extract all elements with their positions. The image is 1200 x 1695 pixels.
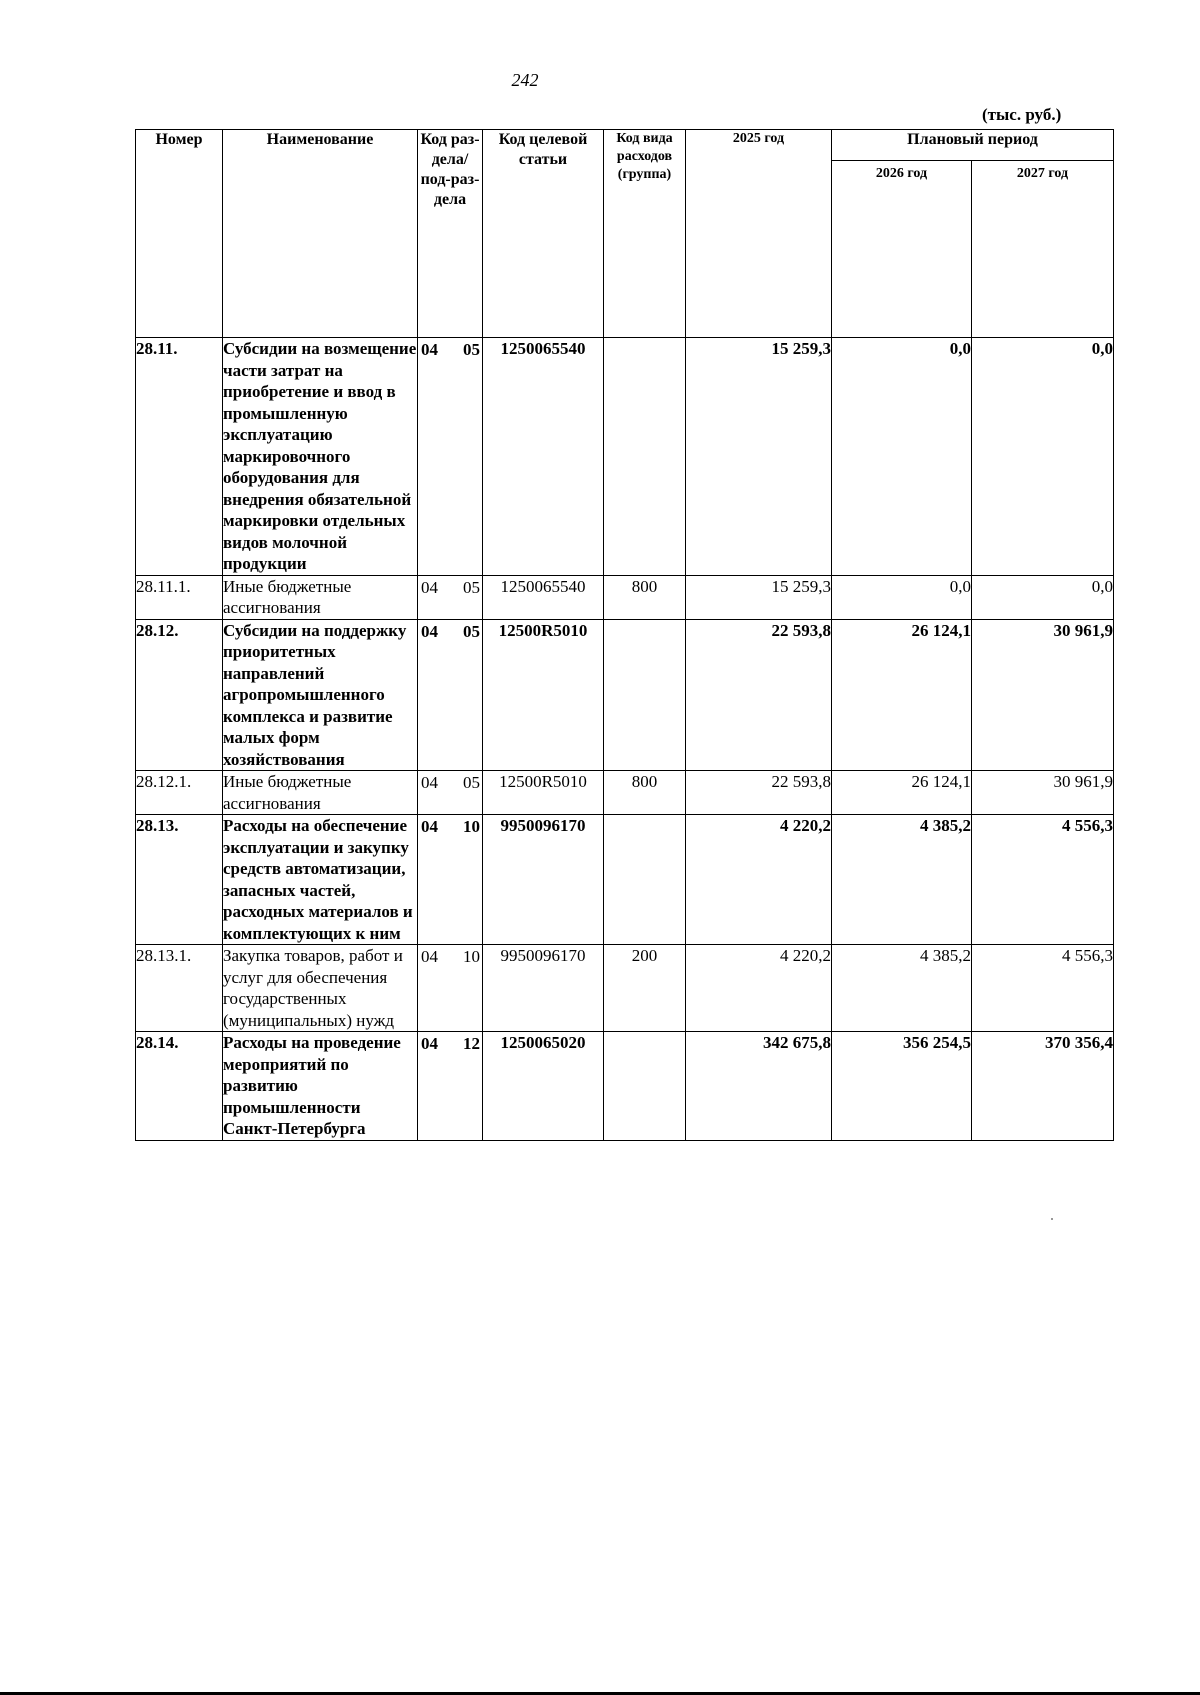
row-2025: 15 259,3 (686, 575, 832, 619)
row-name: Закупка товаров, работ и услуг для обеспечения государственных (муниципальных) нужд (223, 945, 418, 1032)
row-2027: 0,0 (972, 575, 1114, 619)
subsection-code: 10 (463, 817, 480, 836)
row-expense-type (604, 338, 686, 576)
scan-speck (1051, 1218, 1053, 1220)
row-name: Расходы на проведение мероприятий по развитию промышленности Санкт-Петербурга (223, 1032, 418, 1141)
row-2025: 342 675,8 (686, 1032, 832, 1141)
row-section (418, 575, 483, 619)
subsection-code: 05 (463, 577, 480, 597)
row-2026: 356 254,5 (832, 1032, 972, 1141)
section-code: 04 (421, 773, 438, 792)
row-2026: 4 385,2 (832, 945, 972, 1032)
row-section (418, 945, 483, 1032)
row-number: 28.11.1. (136, 575, 223, 619)
row-2025: 4 220,2 (686, 815, 832, 945)
subsection-code: 05 (463, 621, 480, 641)
row-name: Расходы на обеспечение эксплуатации и закупку средств автоматизации, запасных частей, расходных материалов и комплектующих к ним (223, 815, 418, 945)
row-2026: 26 124,1 (832, 771, 972, 815)
row-name: Субсидии на поддержку приоритетных направлений агропромышленного комплекса и развитие малых форм хозяйствования (223, 619, 418, 771)
header-name: Наименование (223, 130, 418, 338)
row-expense-type: 800 (604, 771, 686, 815)
row-2027: 370 356,4 (972, 1032, 1114, 1141)
section-code: 04 (421, 621, 438, 641)
row-number: 28.11. (136, 338, 223, 576)
row-2025: 4 220,2 (686, 945, 832, 1032)
row-expense-type (604, 815, 686, 945)
row-target: 12500R5010 (483, 771, 604, 815)
row-number: 28.13.1. (136, 945, 223, 1032)
row-target: 1250065540 (483, 338, 604, 576)
row-section (418, 1032, 483, 1141)
table-row (136, 575, 1114, 619)
table-row (136, 1032, 1114, 1141)
row-name: Субсидии на возмещение части затрат на приобретение и ввод в промышленную эксплуатацию маркировочного оборудования для внедрения обязательной маркировки отдельных видов молочной продукции (223, 339, 417, 573)
budget-table (135, 129, 1114, 1141)
row-name: Иные бюджетные ассигнования (223, 771, 418, 815)
table-row (136, 619, 1114, 771)
section-code: 04 (421, 947, 438, 966)
header-number: Номер (136, 130, 223, 338)
subsection-code: 05 (463, 773, 480, 792)
row-expense-type (604, 619, 686, 771)
page-number: 242 (511, 70, 539, 90)
header-2025: 2025 год (686, 130, 832, 338)
row-2027: 0,0 (972, 338, 1114, 576)
header-target: Код целевой статьи (483, 130, 604, 338)
subsection-code: 12 (463, 1034, 480, 1053)
table-row (136, 945, 1114, 1032)
row-2027: 30 961,9 (972, 771, 1114, 815)
row-section (418, 771, 483, 815)
row-section (418, 815, 483, 945)
row-number: 28.13. (136, 815, 223, 945)
section-code: 04 (421, 817, 438, 836)
row-expense-type (604, 1032, 686, 1141)
row-number: 28.12. (136, 619, 223, 771)
row-2025: 15 259,3 (686, 338, 832, 576)
row-target: 12500R5010 (483, 619, 604, 771)
row-target: 9950096170 (483, 815, 604, 945)
section-code: 04 (421, 340, 438, 359)
table-row (136, 815, 1114, 945)
section-code: 04 (421, 1034, 438, 1053)
row-2026: 4 385,2 (832, 815, 972, 945)
row-number: 28.12.1. (136, 771, 223, 815)
row-2026: 0,0 (832, 338, 972, 576)
table-row (136, 338, 1114, 576)
section-code: 04 (421, 577, 438, 597)
row-target: 1250065540 (483, 575, 604, 619)
row-section (418, 338, 483, 576)
row-target: 9950096170 (483, 945, 604, 1032)
row-2025: 22 593,8 (686, 619, 832, 771)
header-planned-period: Плановый период (832, 130, 1114, 161)
row-2027: 30 961,9 (972, 619, 1114, 771)
subsection-code: 10 (463, 947, 480, 966)
subsection-code: 05 (463, 340, 480, 359)
units-label: (тыс. руб.) (982, 105, 1062, 124)
header-2026: 2026 год (832, 161, 972, 338)
table-row (136, 771, 1114, 815)
row-2026: 0,0 (832, 575, 972, 619)
header-section: Код раз-дела/ под-раз-дела (418, 130, 483, 338)
row-2025: 22 593,8 (686, 771, 832, 815)
header-expense-type: Код вида расходов (группа) (604, 130, 686, 338)
row-name: Иные бюджетные ассигнования (223, 575, 418, 619)
header-2027: 2027 год (972, 161, 1114, 338)
row-section (418, 619, 483, 771)
row-2026: 26 124,1 (832, 619, 972, 771)
row-2027: 4 556,3 (972, 815, 1114, 945)
row-target: 1250065020 (483, 1032, 604, 1141)
row-expense-type: 200 (604, 945, 686, 1032)
row-number: 28.14. (136, 1032, 223, 1141)
row-2027: 4 556,3 (972, 945, 1114, 1032)
row-expense-type: 800 (604, 575, 686, 619)
